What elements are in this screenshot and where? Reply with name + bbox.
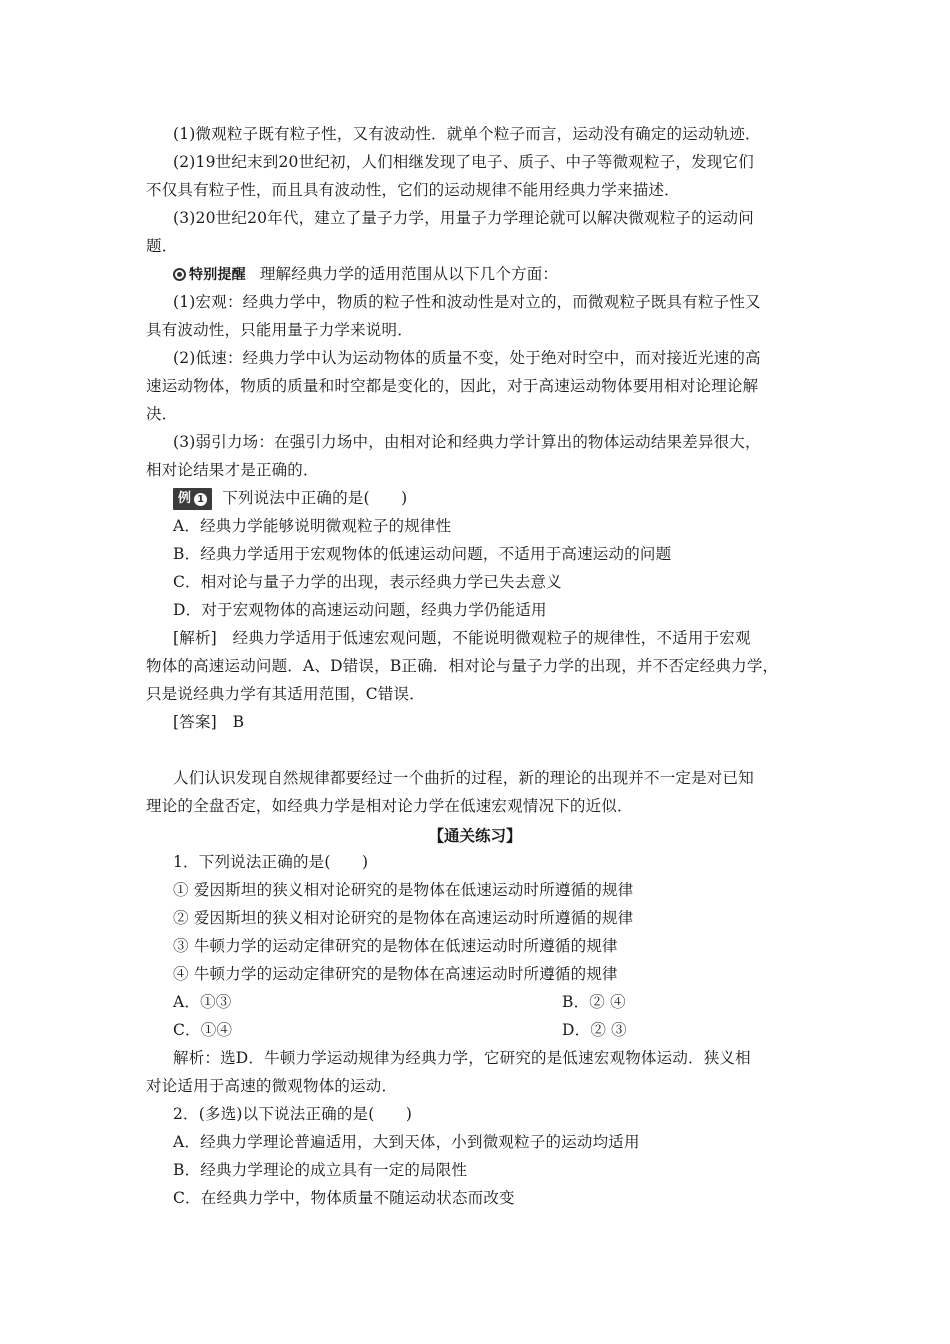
practice-q2-option-b: B．经典力学理论的成立具有一定的局限性 xyxy=(173,1161,468,1179)
tip-2-line-2: 速运动物体，物质的质量和时空都是变化的，因此，对于高速运动物体要用相对论理论解 xyxy=(146,377,759,395)
practice-q1-analysis-line-1: 解析：选D．牛顿力学运动规律为经典力学，它研究的是低速宏观物体运动．狭义相 xyxy=(173,1049,751,1067)
bullseye-icon xyxy=(173,268,186,281)
practice-q1-item-3: ③ 牛顿力学的运动定律研究的是物体在低速运动时所遵循的规律 xyxy=(173,937,618,955)
example-analysis-line-3: 只是说经典力学有其适用范围，C错误． xyxy=(146,685,425,703)
paragraph-1: (1)微观粒子既有粒子性，又有波动性．就单个粒子而言，运动没有确定的运动轨迹． xyxy=(173,125,761,143)
practice-q2-option-a: A．经典力学理论普遍适用，大到天体，小到微观粒子的运动均适用 xyxy=(173,1133,640,1151)
practice-q1-item-2: ② 爱因斯坦的狭义相对论研究的是物体在高速运动时所遵循的规律 xyxy=(173,909,634,927)
example-option-c: C．相对论与量子力学的出现，表示经典力学已失去意义 xyxy=(173,573,562,591)
tips-badge-label: 特别提醒 xyxy=(189,267,246,283)
example-badge xyxy=(173,488,212,510)
practice-q1-option-a: A．①③ xyxy=(173,993,232,1011)
paragraph-3-line-2: 题． xyxy=(146,237,178,255)
practice-q2-option-c: C．在经典力学中，物体质量不随运动状态而改变 xyxy=(173,1189,515,1207)
tip-3-line-2: 相对论结果才是正确的． xyxy=(146,461,319,479)
example-answer: [答案] B xyxy=(173,713,245,731)
example-analysis-line-1: [解析] 经典力学适用于低速宏观问题，不能说明微观粒子的规律性，不适用于宏观 xyxy=(173,629,751,647)
example-number: 1 xyxy=(194,493,207,506)
practice-q1-analysis-line-2: 对论适用于高速的微观物体的运动． xyxy=(146,1077,398,1095)
practice-heading: 【通关练习】 xyxy=(428,826,522,845)
tip-1-line-1: (1)宏观：经典力学中，物质的粒子性和波动性是对立的，而微观粒子既具有粒子性又 xyxy=(173,293,761,311)
example-option-d: D．对于宏观物体的高速运动问题，经典力学仍能适用 xyxy=(173,601,547,619)
tip-2-line-3: 决． xyxy=(146,405,178,423)
example-analysis-line-2: 物体的高速运动问题．A、D错误，B正确．相对论与量子力学的出现，并不否定经典力学， xyxy=(146,657,779,675)
tips-intro: 理解经典力学的适用范围从以下几个方面： xyxy=(259,265,559,283)
tips-badge xyxy=(173,265,246,285)
practice-q1-item-1: ① 爱因斯坦的狭义相对论研究的是物体在低速运动时所遵循的规律 xyxy=(173,881,634,899)
practice-q1-option-d: D．② ③ xyxy=(562,1021,627,1039)
practice-question-1: 1．下列说法正确的是( ) xyxy=(173,853,369,871)
example-question-line xyxy=(173,488,407,510)
example-badge-label: 例 xyxy=(178,491,192,506)
summary-line-1: 人们认识发现自然规律都要经过一个曲折的过程，新的理论的出现并不一定是对已知 xyxy=(173,769,754,787)
paragraph-3-line-1: (3)20世纪20年代，建立了量子力学，用量子力学理论就可以解决微观粒子的运动问 xyxy=(173,209,754,227)
practice-q1-option-b: B．② ④ xyxy=(562,993,626,1011)
example-option-b: B．经典力学适用于宏观物体的低速运动问题，不适用于高速运动的问题 xyxy=(173,545,672,563)
tip-1-line-2: 具有波动性，只能用量子力学来说明． xyxy=(146,321,413,339)
paragraph-2-line-2: 不仅具有粒子性，而且具有波动性，它们的运动规律不能用经典力学来描述． xyxy=(146,181,680,199)
tip-3-line-1: (3)弱引力场：在强引力场中，由相对论和经典力学计算出的物体运动结果差异很大， xyxy=(173,433,761,451)
practice-q1-option-c: C．①④ xyxy=(173,1021,233,1039)
example-option-a: A．经典力学能够说明微观粒子的规律性 xyxy=(173,517,452,535)
example-question: 下列说法中正确的是( ) xyxy=(222,489,408,507)
tips-intro-line xyxy=(173,264,558,285)
tip-2-line-1: (2)低速：经典力学中认为运动物体的质量不变，处于绝对时空中，而对接近光速的高 xyxy=(173,349,761,367)
paragraph-2-line-1: (2)19世纪末到20世纪初，人们相继发现了电子、质子、中子等微观粒子，发现它们 xyxy=(173,153,754,171)
practice-q1-item-4: ④ 牛顿力学的运动定律研究的是物体在高速运动时所遵循的规律 xyxy=(173,965,618,983)
practice-question-2: 2．(多选)以下说法正确的是( ) xyxy=(173,1105,413,1123)
summary-line-2: 理论的全盘否定，如经典力学是相对论力学在低速宏观情况下的近似． xyxy=(146,797,633,815)
